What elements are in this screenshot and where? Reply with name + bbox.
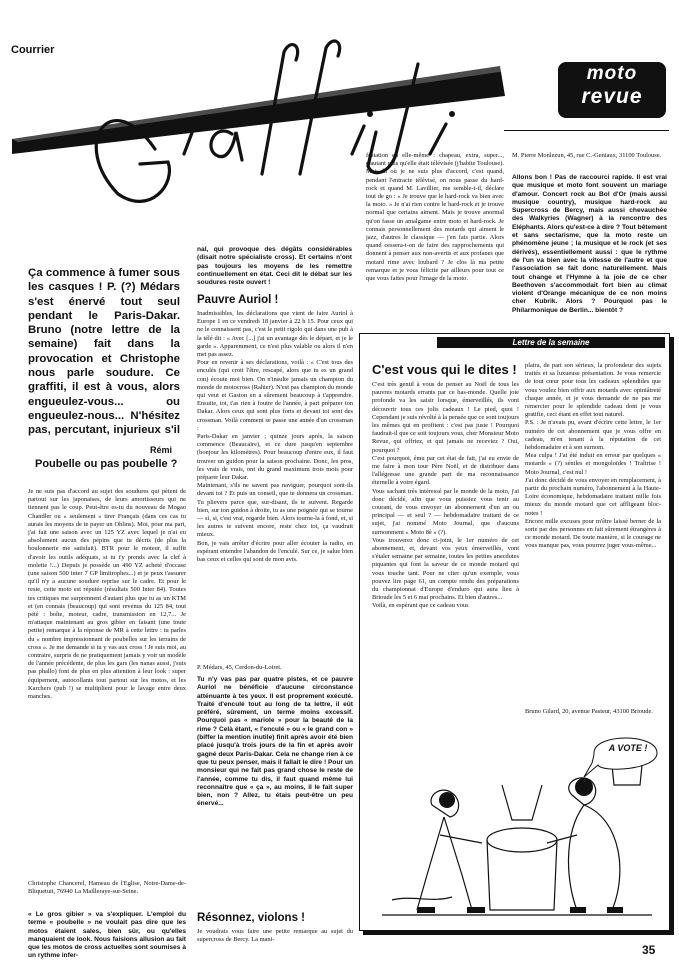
intro-signature: Rémi [150,445,173,455]
letter-banner-text: Lettre de la semaine [512,338,590,347]
col1-heading: Poubelle ou pas poubelle ? [35,458,178,470]
col1-reply: « Le gros gibier » va s'expliquer. L'emploi du terme « poubelle » ne voulait pas dire que les motos étaient sales, bien sûr, ou qu'elles manquaient de look. Nous faisions allusion au fait que les motos de cross actuelles sont soumises à un rythme infer- [28,911,186,960]
letter-signature: Bruno Gilard, 20, avenue Pasteur, 43100 Brioude. [525,708,653,715]
moto-revue-logo [558,62,666,118]
col2-reply: Tu n'y vas pas par quatre pistes, et ce pauvre Auriol ne bénéficie d'aucune circonstance atténuante à tes yeux. Il est proprement exécuté. Traité d'enculé tout au long de ta lettre, il eût préféré, sûrement, un terme moins excessif. Pourquoi pas « mariole » pour la beauté de la rime ? Celà étant, « l'enculé » ou « le grand con » (biffer la mention inutile) finit après avoir été bien placé jusqu'à trois jours de la fin et après avoir gagné deux Paris-Dakar. Cela ne change rien à ce que tu peux penser, mais il fallait le dire ! Pour un monsieur qui ne fait pas grand chose le reste de l'année, comme tu dis, il faut quand même lui reconnaître que « ça », au moins, il le fait super bien, non ? Allez, tu étais peut-être un peu énervé... [197,676,353,808]
col2-heading2: Résonnez, violons ! [197,912,305,924]
letter-right: plaira, de part son sérieux, la profondeur des sujets traités et sa luxueuse présentation. Je vous remercie de tout cœur pour tous les cadeaux splendides que vous voulez bien offrir aux motards avec opiniâtreté chaque année, et je vous demande de ne pas me remercier pour le splendide cadeau dont je vous gratifie, ceci étant en effet tout naturel. P.S. : Je n'avais pu, avant d'écrire cette lettre, le 1er numéro de cet abonnement que je vous offre en cadeau, m'en tenant à la réputation de cet hebdomadaire et à son surnom. Mea culpa ! J'ai été induit en erreur par quelques « motards » (?) séniles et mongoloïdes ! Traîtrise ! Moto Journal, c'est nul ! J'ai donc décidé de vous envoyer en remplacement, à partir du prochain numéro, l'abonnement à la Haute-Loire économique, hebdomadaire traitant mille fois mieux du monde motard que cet affligeant bloc-notes ! Encore mille excuses pour m'être laissé berner de la sorte par des personnes en fait sûrement étrangères à ce monde motard. De toute manière, si le courage ne vous manque pas, vous pourrez juger vous-même... [525,362,661,550]
col4-reply: Allons bon ! Pas de raccourci rapide. Il est vrai que musique et moto font souvent un mariage d'amour. Concert rock au Bol d'Or (mais aussi musique country), musique hard-rock au Supercross de Bercy, mais aussi chevauchée des Walkyries (Wagner) à la rencontre des Eléphants. Alors qu'est-ce à dire ? Tout bêtement et sans sectarisme, que la moto reste un phénomène jeune ; la musique et le rock (et ses dérivés), essentiellement aussi : que le rythme de l'un va bien avec la vitesse de l'autre et que l'association se fait donc naturellement. Mais tout change et l'Hymne à la joie de ce cher Beethoven s'accommodait fort bien au climat violent d'Orange mécanique de ce non moins cher Kubrik. Alors ? Pourquoi pas le Philarmonique de Berlin... bientôt ? [512,174,667,314]
col2-body2: Je voudrais vous faire une petite remarque au sujet du supercross de Bercy. La mani- [197,928,353,944]
col3-body: festation en elle-même : chapeau, extra, super..., d'autant plus qu'elle était télévisée (j'habite Toulouse). Mais là où je ne suis plus d'accord, c'est quand, pendant l'entracte télévisé, on nous passe du hard-rock et quand M. Lavillier, me semble-t-il, déclare tout de go : « Je trouve que le hard-rock va bien avec la moto. » Je n'ai rien contre le hard-rock et je trouve normal que certains aiment. Mais je trouve anormal qu'on fasse un amalgame entre moto et hard-rock. Je connais personnellement des motards qui aiment le jazz, d'autres le classique — j'en fais partie. Alors quand cessera-t-on de faire des rapprochements qui donnent à penser aux non-avertis et aux profanes que motard rime avec loubard ? Je clos là ma petite remarque et je vous félicite par ailleurs pour tout ce que vous faites pour l'image de la moto. [366,152,504,283]
speech-bubble-text: A VOTE ! [608,743,648,753]
page-number: 35 [642,943,656,957]
voting-cartoon [372,725,664,925]
col2-heading: Pauvre Auriol ! [197,294,279,306]
col1-body: Je ne suis pas d'accord au sujet des soudures qui pètent de partout sur les japonaises, de leurs amortisseurs qui ne tiennent pas le coup. Peut-être es-tu du nouveau de Mogao Chandler ou « seulement » tirer Français (dans ces cas tu aurais les moyens de te payer un Ohlins). Moi, pour ma part, j'ai fait une saison avec un 125 YZ avec lequel je n'ai eu absolument aucun des pépins que tu décris (de plus la boulonnerie me satisfait). BTR pour le moteur, il suffit d'avoir les outils adéquats, si tu t'y prends avec la clef à molette !...) Depuis je possède un 490 YZ acheté d'occase (une saison 500 inter 7 GP limitrophes...) et je peux t'assurer qu'il n'y a aucune soudure reprise sur le cadre. Et pour le reste, cette moto est réputée (résultats 500 Inter 84). Toutes tes critiques me surprennent d'autant plus que tu as un KTM et (en connais (beaucoup) qui sont revenus du 125 84, tout pété : boîte, moteur, cadre, transmission en 12,7... Je m'attaque maintenant au gros gibier en faisant (une toute petite) remarque à la réponse de MR à cette lettre : tu parles du « nombre impressionnant de poubelles sur les terrains de cross ». Je me demande si tu y vas aux cross ! Je suis moi, au contraire, surpris de ne pratiquement jamais y voir un modèle de l'année précédente, de plus les gars (les nanas aussi, j'suis pas phallo) font de plus en plus attention à leur look : super équipement, autocollants tout partout sur les motos, et les Karchers (pub !) se multiplient pour le lavage entre deux manches. [28,488,186,701]
logo-line1: moto [586,63,638,84]
letter-left: C'est très gentil à vous de penser au Noël de tous les pauvres motards errants par ce bas-monde. Quelle joie profonde va les saisir lorsque, émerveillés, ils vont découvrir tous ces jolis cadeaux ! Le pied, quoi ! Cependant je suis révolté à la pensée que ce sont toujours les mêmes qui en profitent : c'est pas juste ! Pourquoi faudrait-il que ce soit toujours vous, cher Monsieur Moto Revue, qui offriez, et qui jamais ne receviez ? Oui, pourquoi ? C'est pourquoi, ému par cet état de fait, j'ai eu envie de me faire à mon tour Père Noël, et de distribuer dans l'allégresse une grande part de ma reconnaissance éternelle à votre égard. Vous sachant très intéressé par le monde de la moto, j'ai donc décidé, afin que vous puissiez vous tenir au courant, de vous envoyer un abonnement d'un an ou principal — et seul ? — hebdomadaire traitant de ce sujet, j'ai nommé Moto Journal, que d'aucuns surnomment « Moto 8è » (?). Vous trouverez donc ci-joint, le 1er numéro de cet abonnement, et, devant vos yeux émerveillés, vont s'étaler semaine par semaine, toutes les petites anecdotes piquantes qui font la saveur de ce monde motard qui vous touche tant. Pour ne citer qu'un exemple, vous pouvez lire page 61, un compte rendu des préparations du championnat d'Europe d'enduro qui aura lieu à Brioude les 5 et 6 mai prochains. Et bien d'autres... Voilà, en espérant que ce cadeau vous [372,381,519,610]
col2-body: Inadmissibles, les déclarations que vient de faire Auriol à Europe 1 en ce vendredi 18 janvier à 22 h 15. Pour ceux qui ne le connaissent pas, c'est le petit rigolo qui dans une pub à la télé dit : « Avec [...] j'ai un avantage dès le départ, et je le garde ». Apparemment, ce n'est plus valable ou alors il n'en met pas assez. Pour en revenir à ses déclarations, voilà : « C'est tous des enculés (qui croit l'être, rescapé, alors que tu es un grand con) écoute moi bien. On n'insulte jamais un champion du monde de motocross (Rahier). N'est pas champion du monde qui veut et Gaston en a sûrement beaucoup à t'apprendre. Ensuite, toi, t'as rien à foutre de l'année, à part préparer ton Dakar. Alors ceux qui sont plus forts et devant toi sont des crossman. Voilà comment se passe une année d'un crossman : Paris-Dakar en janvier ; quinze jours après, la saison commence (Beaucaire), et ce dure jusqu'en septembre (bonjour les kilomètres). Pour beaucoup d'entre eux, il faut trouver un guidon pour la saison prochaine. Donc, les pros, les vrais de vrais, ont du grand maximum trois mois pour préparer leur Dakar. Maintenant, s'ils ne savent pas naviguer, pourquoi sont-ils devant toi ? Et puis un conseil, que te donnera un crossman. Tu plievers parce que, sur-disant, ils te suivent. Regarde bien, sur ton guidon à droite, tu as une poignée qui se tourne — si, si, c'est vrai, regarde bien. Alors tourne-la à fond, et, si les autres te suivent encore, reste chez toi, ça vaudrait mieux. Bon, je vais arrêter d'écrire pour aller écouter la radio, en espérant entendre l'abandon de l'enculé. Sur ce, je salue bien bas ceux et celles qui sont de mon avis. [197,310,353,564]
section-label: Courrier [11,44,55,56]
letter-heading: C'est vous qui le dites ! [372,362,517,377]
col2-reply-cont: nal, qui provoque des dégâts considérables (disait notre spécialiste cross). Et certains n'ont pas toujours les moyens de les remettre continuellement en état. Ceci dit le débat sur les soudures reste ouvert ! [197,246,352,287]
logo-line2: revue [581,85,643,108]
intro-text: Ça commence à fumer sous les casques ! P. (?) Médars s'est énervé tout seul pendant le Paris-Dakar. Bruno (notre lettre de la semaine) fait dans la provocation et Christophe nous parle soudure. Ce graffiti, il est à vous, alors engueulez-vous... ou engueulez-nous... N'hésitez pas, percutant, injurieux s'il [28,267,180,437]
top-divider [504,130,669,131]
col4-signature: M. Pierre Monlezun, 45, rue C.-Geniaux, 31100 Toulouse. [512,152,662,159]
col1-signature: Christophe Chancerel, Hameau de l'Eglise, Notre-Dame-de-Bliquetuit, 76940 La Mailleraye-sur-Seine. [28,880,186,896]
col2-signature: P. Médars, 45, Cerdon-du-Loiret. [197,664,282,671]
